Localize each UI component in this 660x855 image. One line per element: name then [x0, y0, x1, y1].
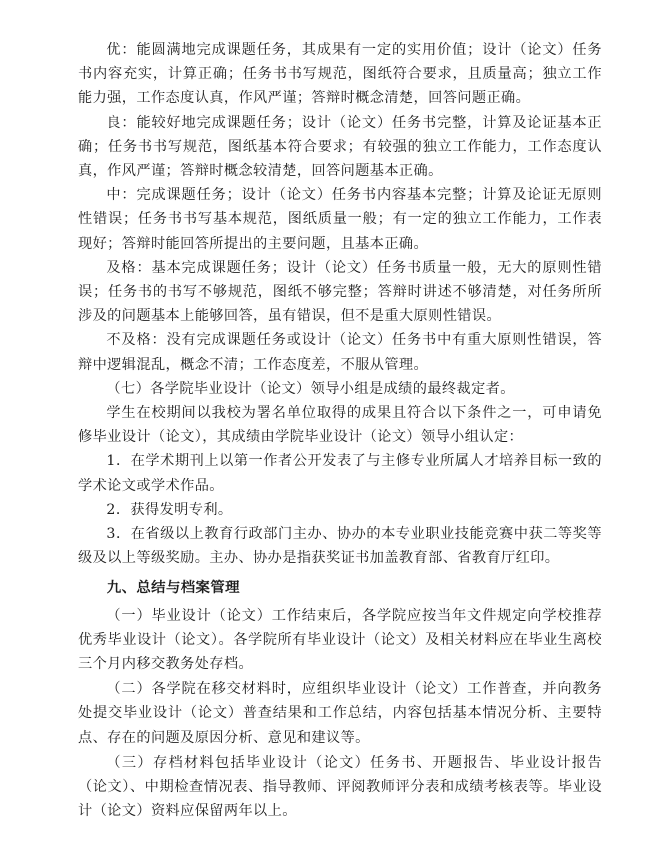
grade-excellent-paragraph: 优：能圆满地完成课题任务，其成果有一定的实用价值；设计（论文）任务书内容充实，计算正确；任务书书写规范，图纸符合要求，且质量高；独立工作能力强，工作态度认真，作风严谨；答辩时概念清楚，回答问题正确。: [78, 42, 602, 107]
exemption-intro-paragraph: 学生在校期间以我校为署名单位取得的成果且符合以下条件之一，可申请免修毕业设计（论文），其成绩由学院毕业设计（论文）领导小组认定：: [78, 405, 602, 446]
grade-pass-paragraph: 及格：基本完成课题任务；设计（论文）任务书质量一般，无大的原则性错误；任务书的书写不够规范，图纸不够完整；答辩时讲述不够清楚，对任务所所涉及的问题基本上能够回答，虽有错误，但不是重大原则性错误。: [78, 259, 602, 325]
grade-fail-paragraph: 不及格：没有完成课题任务或设计（论文）任务书中有重大原则性错误，答辩中逻辑混乱，概念不清；工作态度差，不服从管理。: [78, 332, 602, 373]
final-arbiter-paragraph: （七）各学院毕业设计（论文）领导小组是成绩的最终裁定者。: [106, 380, 515, 397]
grade-medium-paragraph: 中：完成课题任务；设计（论文）任务书内容基本完整；计算及论证无原则性错误；任务书书写基本规范，图纸质量一般；有一定的独立工作能力，工作表现好；答辩时能回答所提出的主要问题，且基本正确。: [78, 187, 602, 252]
archive-item-2-paragraph: （二）各学院在移交材料时，应组织毕业设计（论文）工作普查，并向教务处提交毕业设计（论文）普查结果和工作总结，内容包括基本情况分析、主要特点、存在的问题及原因分析、意见和建议等。: [78, 681, 602, 746]
archive-item-1-paragraph: （一）毕业设计（论文）工作结束后，各学院应按当年文件规定向学校推荐优秀毕业设计（论文）。各学院所有毕业设计（论文）及相关材料应在毕业生离校三个月内移交教务处存档。: [78, 607, 602, 673]
exemption-condition-2: 2．获得发明专利。: [106, 501, 233, 518]
section-heading-summary-archives: 九、总结与档案管理: [106, 580, 240, 597]
exemption-condition-1: 1．在学术期刊上以第一作者公开发表了与主修专业所属人才培养目标一致的学术论文或学术作品。: [78, 453, 602, 494]
archive-item-3-paragraph: （三）存档材料包括毕业设计（论文）任务书、开题报告、毕业设计报告（论文）、中期检查情况表、指导教师、评阅教师评分表和成绩考核表等。毕业设计（论文）资料应保留两年以上。: [78, 754, 602, 820]
grade-good-paragraph: 良：能较好地完成课题任务；设计（论文）任务书完整，计算及论证基本正确；任务书书写规范，图纸基本符合要求；有较强的独立工作能力，工作态度认真，作风严谨；答辩时概念较清楚，回答问题基本正确。: [78, 114, 602, 180]
exemption-condition-3: 3．在省级以上教育行政部门主办、协办的本专业职业技能竞赛中获二等奖等级及以上等级奖励。主办、协办是指获奖证书加盖教育部、省教育厅红印。: [78, 526, 602, 567]
